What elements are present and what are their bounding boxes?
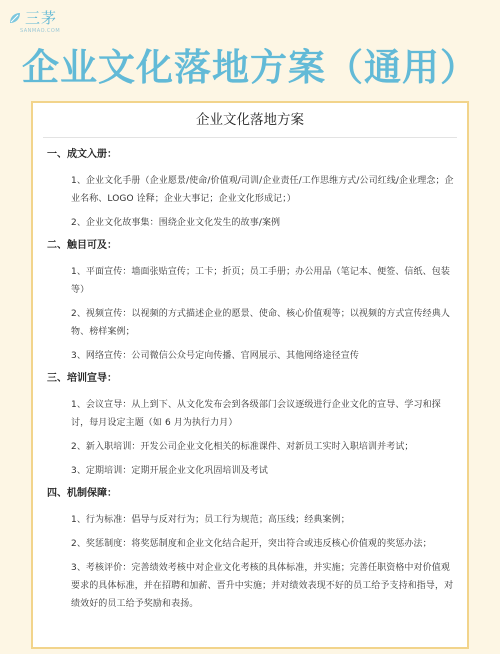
document-card — [31, 101, 469, 649]
list-item: 1、企业文化手册（企业愿景/使命/价值观/司训/企业责任/工作思维方式/公司红线/企业理念；企业名称、LOGO 诠释；企业大事记；企业文化形成记；） — [71, 176, 454, 204]
section-heading-mechanism: 四、机制保障： — [47, 488, 117, 499]
section-heading-visibility: 二、触目可及： — [47, 240, 117, 251]
list-item: 3、定期培训：定期开展企业文化巩固培训及考试 — [71, 466, 268, 476]
list-item: 1、平面宣传：墙面张贴宣传；工卡；折页；员工手册；办公用品（笔记本、便签、信纸、包装等） — [71, 267, 450, 295]
brand-logo-subtext: SANMAO.COM — [20, 28, 61, 34]
list-item: 1、会议宣导：从上到下、从文化发布会到各级部门会议逐级进行企业文化的宣导、学习和探讨，每月设定主题（如 6 月为执行力月） — [71, 400, 441, 428]
document-title: 企业文化落地方案 — [196, 112, 304, 128]
brand-logo-text: 三茅 — [25, 9, 58, 27]
list-item: 2、新入职培训：开发公司企业文化相关的标准课件、对新员工实时入职培训并考试； — [71, 442, 414, 452]
list-item: 2、奖惩制度：将奖惩制度和企业文化结合起开，突出符合或违反核心价值观的奖惩办法； — [71, 539, 432, 549]
title-divider — [43, 137, 457, 138]
document-body — [47, 141, 459, 619]
list-item: 2、视频宣传：以视频的方式描述企业的愿景、使命、核心价值观等；以视频的方式宣传经典人物、榜样案例； — [71, 309, 450, 337]
brand-logo — [8, 10, 57, 26]
section-heading-training: 三、培训宣导： — [47, 373, 117, 384]
list-item: 3、网络宣传：公司微信公众号定向传播、官网展示、其他网络途径宣传 — [71, 351, 359, 361]
section-heading-documentation: 一、成文入册： — [47, 149, 117, 160]
list-item: 1、行为标准：倡导与反对行为；员工行为规范；高压线；经典案例； — [71, 515, 350, 525]
brand-leaf-icon — [8, 11, 22, 25]
hero-title: 企业文化落地方案（通用） — [22, 46, 478, 89]
list-item: 3、考核评价：完善绩效考核中对企业文化考核的具体标准，并实施；完善任职资格中对价值观要求的具体标准，并在招聘和加薪、晋升中实施；并对绩效表现不好的员工给予支持和指导，对绩效好的员工给予奖励和表扬。 — [71, 563, 454, 609]
list-item: 2、企业文化故事集：围绕企业文化发生的故事/案例 — [71, 218, 281, 228]
